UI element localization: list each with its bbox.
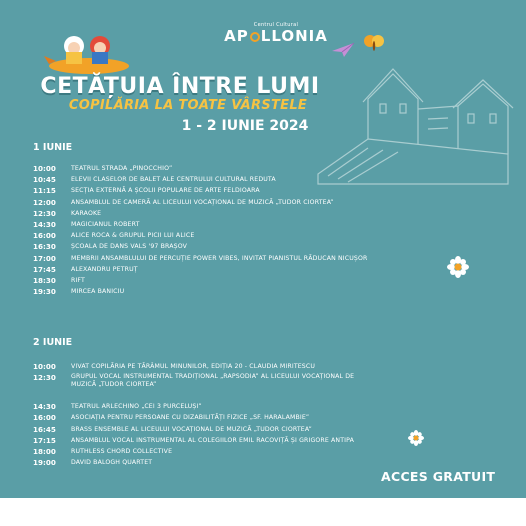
schedule-act: RIFT xyxy=(71,276,85,284)
schedule-time: 14:30 xyxy=(33,220,56,230)
schedule-time: 19:00 xyxy=(33,458,56,468)
schedule-act: TEATRUL STRADA „PINOCCHIO” xyxy=(71,165,173,173)
schedule-act: ALICE ROCA & GRUPUL PICII LUI ALICE xyxy=(71,232,195,240)
schedule-act: BRASS ENSEMBLE AL LICEULUI VOCAȚIONAL DE MUZICĂ „TUDOR CIORTEA” xyxy=(71,425,312,433)
schedule-row xyxy=(33,457,433,468)
schedule-row xyxy=(33,412,433,423)
schedule-row xyxy=(33,163,433,174)
kids-plane-illustration xyxy=(44,28,134,78)
schedule-time: 16:00 xyxy=(33,413,56,423)
schedule-time: 16:00 xyxy=(33,231,56,241)
schedule-act: ELEVII CLASELOR DE BALET ALE CENTRULUI CULTURAL REDUTA xyxy=(71,176,276,184)
schedule-time: 10:45 xyxy=(33,175,56,185)
schedule-row xyxy=(33,253,433,264)
day1-heading: 1 IUNIE xyxy=(33,142,73,153)
poster-title: CETĂȚUIA ÎNTRE LUMI xyxy=(40,74,320,99)
schedule-row xyxy=(33,230,433,241)
day1-schedule xyxy=(33,163,433,297)
schedule-act: MIRCEA BANICIU xyxy=(71,288,125,296)
schedule-time: 12:30 xyxy=(33,208,56,218)
schedule-row xyxy=(33,275,433,286)
schedule-act: KARAOKE xyxy=(71,209,102,217)
schedule-time: 16:45 xyxy=(33,424,56,434)
schedule-row xyxy=(33,208,433,219)
day2-schedule xyxy=(33,361,433,468)
brand-name-start: AP xyxy=(224,27,249,45)
brand-name-end: LLONIA xyxy=(260,27,328,45)
schedule-time: 11:15 xyxy=(33,186,56,196)
schedule-act: VIVAT COPILĂRIA PE TĂRÂMUL MINUNILOR, EDIȚIA 20 - CLAUDIA MIRITESCU xyxy=(71,363,316,371)
schedule-time: 12:00 xyxy=(33,197,56,207)
schedule-act: ANSAMBLUL VOCAL INSTRUMENTAL AL COLEGIILOR EMIL RACOVIȚĂ ȘI GRIGORE ANTIPA xyxy=(71,436,354,444)
schedule-row xyxy=(33,241,433,252)
schedule-row xyxy=(33,424,433,435)
schedule-time: 16:30 xyxy=(33,242,56,252)
daisy-flower-icon xyxy=(408,430,424,446)
schedule-time: 18:00 xyxy=(33,447,56,457)
schedule-time: 17:00 xyxy=(33,253,56,263)
schedule-act: ASOCIAȚIA PENTRU PERSOANE CU DIZABILITĂȚI FIZICE „SF. HARALAMBIE” xyxy=(71,414,310,422)
schedule-row xyxy=(33,219,433,230)
schedule-act: MEMBRII ANSAMBLULUI DE PERCUȚIE POWER VIBES, INVITAT PIANISTUL RĂDUCAN NICUȘOR xyxy=(71,254,368,262)
apollonia-logo xyxy=(216,22,336,44)
brand-name xyxy=(216,28,336,44)
schedule-time: 19:30 xyxy=(33,287,56,297)
schedule-act: GRUPUL VOCAL INSTRUMENTAL TRADIȚIONAL „RAPSODIA” AL LICEULUI VOCAȚIONAL DE MUZICĂ „TUDOR CIORTEA” xyxy=(71,373,355,389)
day2-heading: 2 IUNIE xyxy=(33,337,73,348)
paper-plane-icon xyxy=(332,43,354,57)
butterfly-icon xyxy=(364,34,384,52)
schedule-time: 14:30 xyxy=(33,402,56,412)
schedule-row xyxy=(33,446,433,457)
schedule-time: 18:30 xyxy=(33,275,56,285)
schedule-row xyxy=(33,435,433,446)
schedule-time: 10:00 xyxy=(33,362,56,372)
poster-subtitle: COPILĂRIA LA TOATE VÂRSTELE xyxy=(68,98,308,113)
schedule-time: 17:15 xyxy=(33,435,56,445)
schedule-act: SECȚIA EXTERNĂ A ȘCOLII POPULARE DE ARTE FELDIOARA xyxy=(71,187,260,195)
schedule-act: TEATRUL ARLECHINO „CEI 3 PURCELUȘI” xyxy=(71,403,202,411)
brand-small-label: Centrul Cultural xyxy=(253,22,299,28)
schedule-act: MAGICIANUL ROBERT xyxy=(71,221,140,229)
schedule-act: ȘCOALA DE DANS VALS '97 BRAȘOV xyxy=(71,243,187,251)
schedule-act: DAVID BALOGH QUARTET xyxy=(71,459,153,467)
daisy-flower-icon xyxy=(447,256,469,278)
schedule-row xyxy=(33,372,433,392)
sponsors-footer xyxy=(0,498,526,526)
schedule-act: ANSAMBLUL DE CAMERĂ AL LICEULUI VOCAȚIONAL DE MUZICĂ „TUDOR CIORTEA” xyxy=(71,198,334,206)
schedule-time: 17:45 xyxy=(33,264,56,274)
schedule-row xyxy=(33,185,433,196)
schedule-row xyxy=(33,197,433,208)
brand-ring-icon xyxy=(250,32,260,42)
schedule-act: RUTHLESS CHORD COLLECTIVE xyxy=(71,448,173,456)
schedule-row xyxy=(33,174,433,185)
schedule-row xyxy=(33,264,433,275)
free-access-label: ACCES GRATUIT xyxy=(381,469,496,484)
schedule-row xyxy=(33,286,433,297)
schedule-row xyxy=(33,361,433,372)
event-dates: 1 - 2 IUNIE 2024 xyxy=(181,118,309,134)
schedule-time: 12:30 xyxy=(33,373,56,383)
schedule-row xyxy=(33,401,433,412)
schedule-time: 10:00 xyxy=(33,164,56,174)
schedule-act: ALEXANDRU PETRUȚ xyxy=(71,265,138,273)
